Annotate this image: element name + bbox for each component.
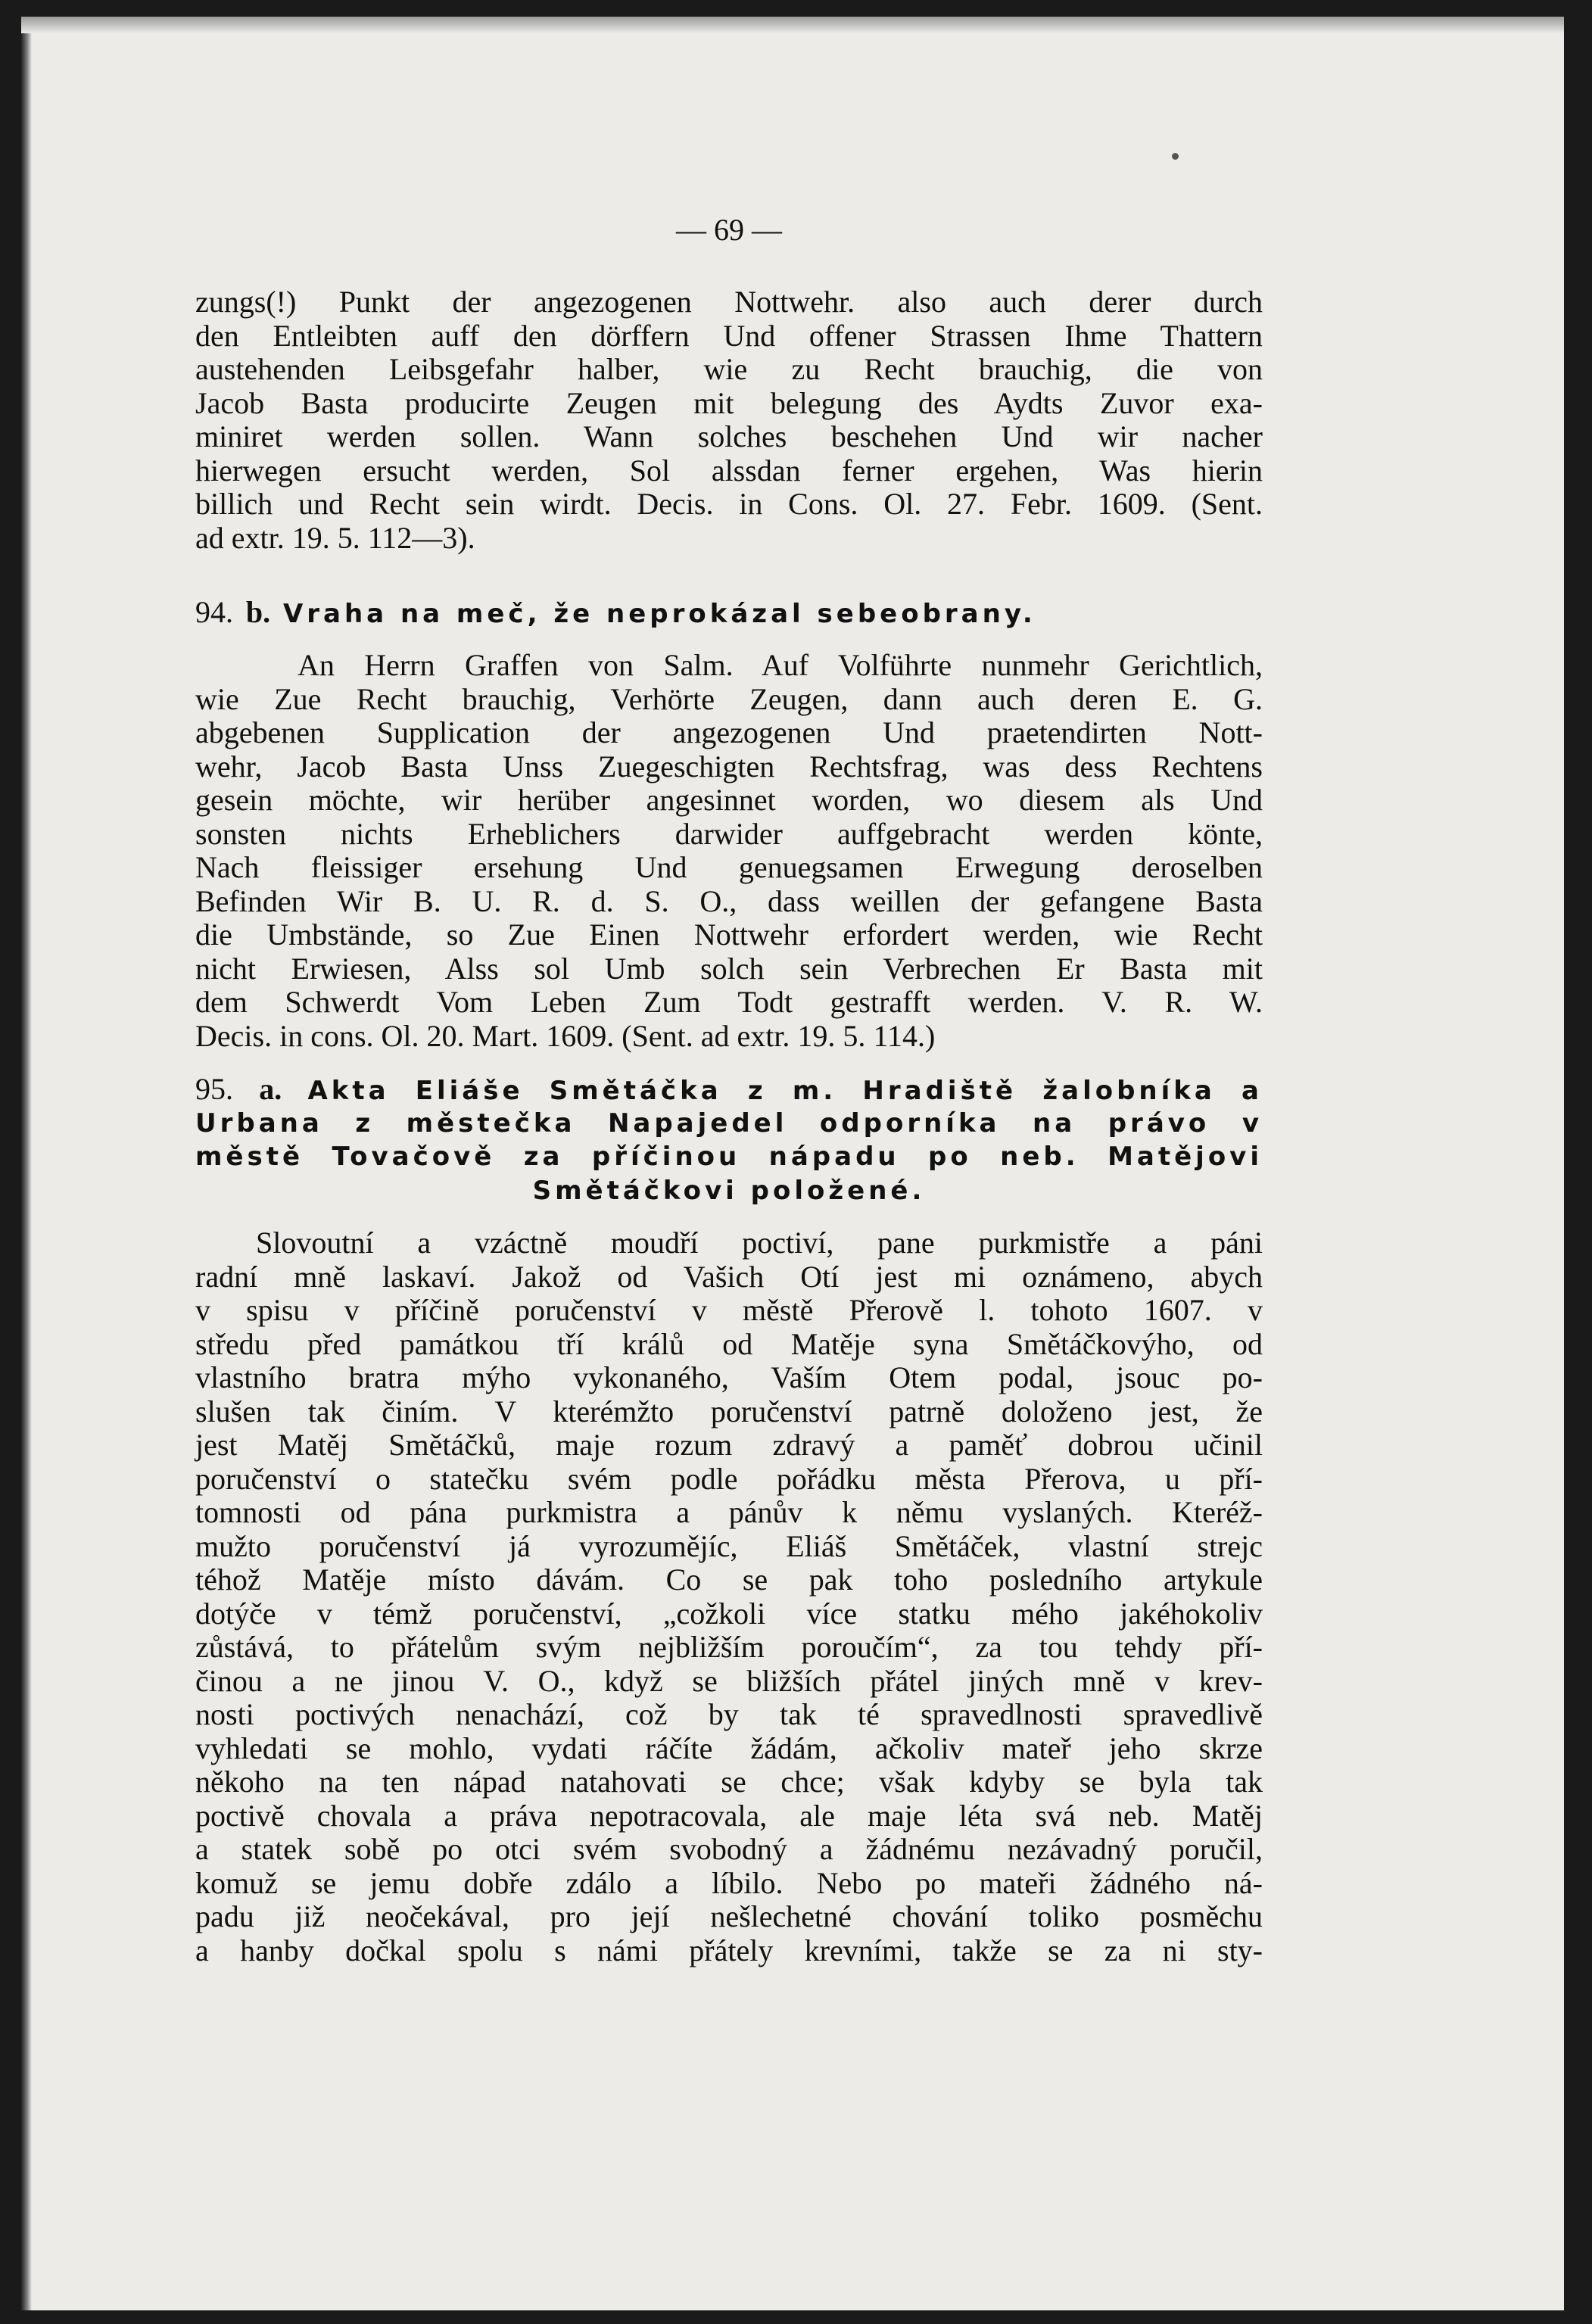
text-line: dem Schwerdt Vom Leben Zum Todt gestrafft werden. V. R. W. [195, 985, 1263, 1019]
text-line: poctivě chovala a práva nepotracovala, ale maje léta svá neb. Matěj [195, 1798, 1263, 1833]
text-line: a statek sobě po otci svém svobodný a žádnému nezávadný poručil, [195, 1832, 1263, 1866]
scanned-page [21, 17, 1564, 2310]
text-line: die Umbstände, so Zue Einen Nottwehr erfordert werden, wie Recht [195, 917, 1263, 952]
heading-line [195, 596, 1263, 630]
text-line: den Entleibten auff den dörffern Und offener Strassen Ihme Thattern [195, 318, 1263, 353]
text-line: abgebenen Supplication der angezogenen Und praetendirten Nott- [195, 715, 1263, 749]
text-line: gesein möchte, wir herüber angesinnet worden, wo diesem als Und [195, 783, 1263, 817]
heading-line: Urbana z městečka Napajedel odporníka na právo v [195, 1107, 1263, 1139]
text-line: miniret werden sollen. Wann solches beschehen Und wir nacher [195, 419, 1263, 453]
text-line: vlastního bratra mýho vykonaného, Vaším Otem podal, jsouc po- [195, 1360, 1263, 1394]
section-label: b. [245, 595, 271, 629]
text-line: poručenství o statečku svém podle pořádku města Přerova, u pří- [195, 1461, 1263, 1496]
text-line: padu již neočekával, pro její nešlechetné chování toliko posměchu [195, 1899, 1263, 1933]
paragraph-continued [195, 285, 1263, 555]
text-line: Nach fleissiger ersehung Und genuegsamen Erwegung deroselben [195, 850, 1263, 884]
text-line: nosti poctivých nenachází, což by tak té spravedlnosti spravedlivě [195, 1697, 1263, 1731]
text-line: zůstává, to přátelům svým nejbližším poroučím“, za tou tehdy pří- [195, 1630, 1263, 1664]
text-line: téhož Matěje místo dávám. Co se pak toho posledního artykule [195, 1562, 1263, 1597]
paragraph-94 [195, 649, 1263, 1053]
text-line: Slovoutní a vzáctně moudří poctiví, pane purkmistře a páni [256, 1226, 1263, 1260]
text-line: v spisu v příčině poručenství v městě Přerově l. tohoto 1607. v [195, 1293, 1263, 1327]
section-title: Akta Eliáše Smětáčka z m. Hradiště žalobníka a [307, 1076, 1263, 1106]
page-top-shadow [21, 17, 1564, 33]
heading-line: Smětáčkovi položené. [532, 1175, 926, 1206]
text-line: nicht Erwiesen, Alss sol Umb solch sein Verbrechen Er Basta mit [195, 951, 1263, 986]
section-number: 94. [195, 595, 233, 629]
text-line: jest Matěj Smětáčků, maje rozum zdravý a paměť dobrou učinil [195, 1428, 1263, 1462]
text-line: An Herrn Graffen von Salm. Auf Volführte nunmehr Gerichtlich, [298, 648, 1263, 682]
text-line: ad extr. 19. 5. 112—3). [195, 520, 475, 555]
text-line: komuž se jemu dobře zdálo a líbilo. Nebo po mateři žádného ná- [195, 1865, 1263, 1900]
text-line: vyhledati se mohlo, vydati ráčíte žádám, ačkoliv mateř jeho skrze [195, 1731, 1263, 1765]
text-line: tomnosti od pána purkmistra a pánův k němu vyslaných. Kteréž- [195, 1495, 1263, 1529]
text-line: austehenden Leibsgefahr halber, wie zu Recht brauchig, die von [195, 352, 1263, 386]
text-line: wie Zue Recht brauchig, Verhörte Zeugen, dann auch deren E. G. [195, 681, 1263, 716]
page-binding-edge [21, 17, 32, 2310]
text-line: někoho na ten nápad natahovati se chce; však kdyby se byla tak [195, 1765, 1263, 1799]
text-line: hierwegen ersucht werden, Sol alssdan ferner ergehen, Was hierin [195, 453, 1263, 488]
text-line: činou a ne jinou V. O., když se bližších přátel jiných mně v krev- [195, 1663, 1263, 1698]
text-line: sonsten nichts Erheblichers darwider auffgebracht werden könte, [195, 816, 1263, 851]
heading-line: městě Tovačově za příčinou nápadu po neb. Matějovi [195, 1142, 1263, 1172]
text-line: wehr, Jacob Basta Unss Zuegeschigten Rechtsfrag, was dess Rechtens [195, 749, 1263, 783]
text-line: a hanby dočkal spolu s námi přátely krevními, takže se za ni sty- [195, 1933, 1263, 1967]
paragraph-95 [195, 1226, 1263, 1967]
text-line: zungs(!) Punkt der angezogenen Nottwehr. also auch derer durch [195, 285, 1263, 319]
text-line: středu před památkou tří králů od Matěje syna Smětáčkovýho, od [195, 1326, 1263, 1361]
heading-line [195, 1073, 1263, 1107]
text-line: mužto poručenství já vyrozumějíc, Eliáš Smětáček, vlastní strejc [195, 1528, 1263, 1563]
text-line: radní mně laskaví. Jakož od Vašich Otí jest mi oznámeno, abych [195, 1259, 1263, 1294]
section-heading-94 [195, 596, 1263, 630]
text-line: billich und Recht sein wirdt. Decis. in Cons. Ol. 27. Febr. 1609. (Sent. [195, 487, 1263, 521]
section-heading-95 [195, 1073, 1263, 1207]
text-line: slušen tak činím. V kterémžto poručenství patrně doloženo jest, že [195, 1394, 1263, 1428]
text-line: Befinden Wir B. U. R. d. S. O., dass weillen der gefangene Basta [195, 883, 1263, 918]
text-line: dotýče v témž poručenství, „cožkoli více statku mého jakéhokoliv [195, 1596, 1263, 1631]
text-line: Decis. in cons. Ol. 20. Mart. 1609. (Sent. ad extr. 19. 5. 114.) [195, 1018, 936, 1053]
section-title: Vraha na meč, že neprokázal sebeobrany. [282, 599, 1036, 629]
text-line: Jacob Basta producirte Zeugen mit belegung des Aydts Zuvor exa- [195, 385, 1263, 420]
section-label: a. [259, 1072, 282, 1106]
section-number: 95. [195, 1072, 233, 1106]
scan-speck [1172, 153, 1179, 160]
page-number: — 69 — [676, 213, 782, 247]
